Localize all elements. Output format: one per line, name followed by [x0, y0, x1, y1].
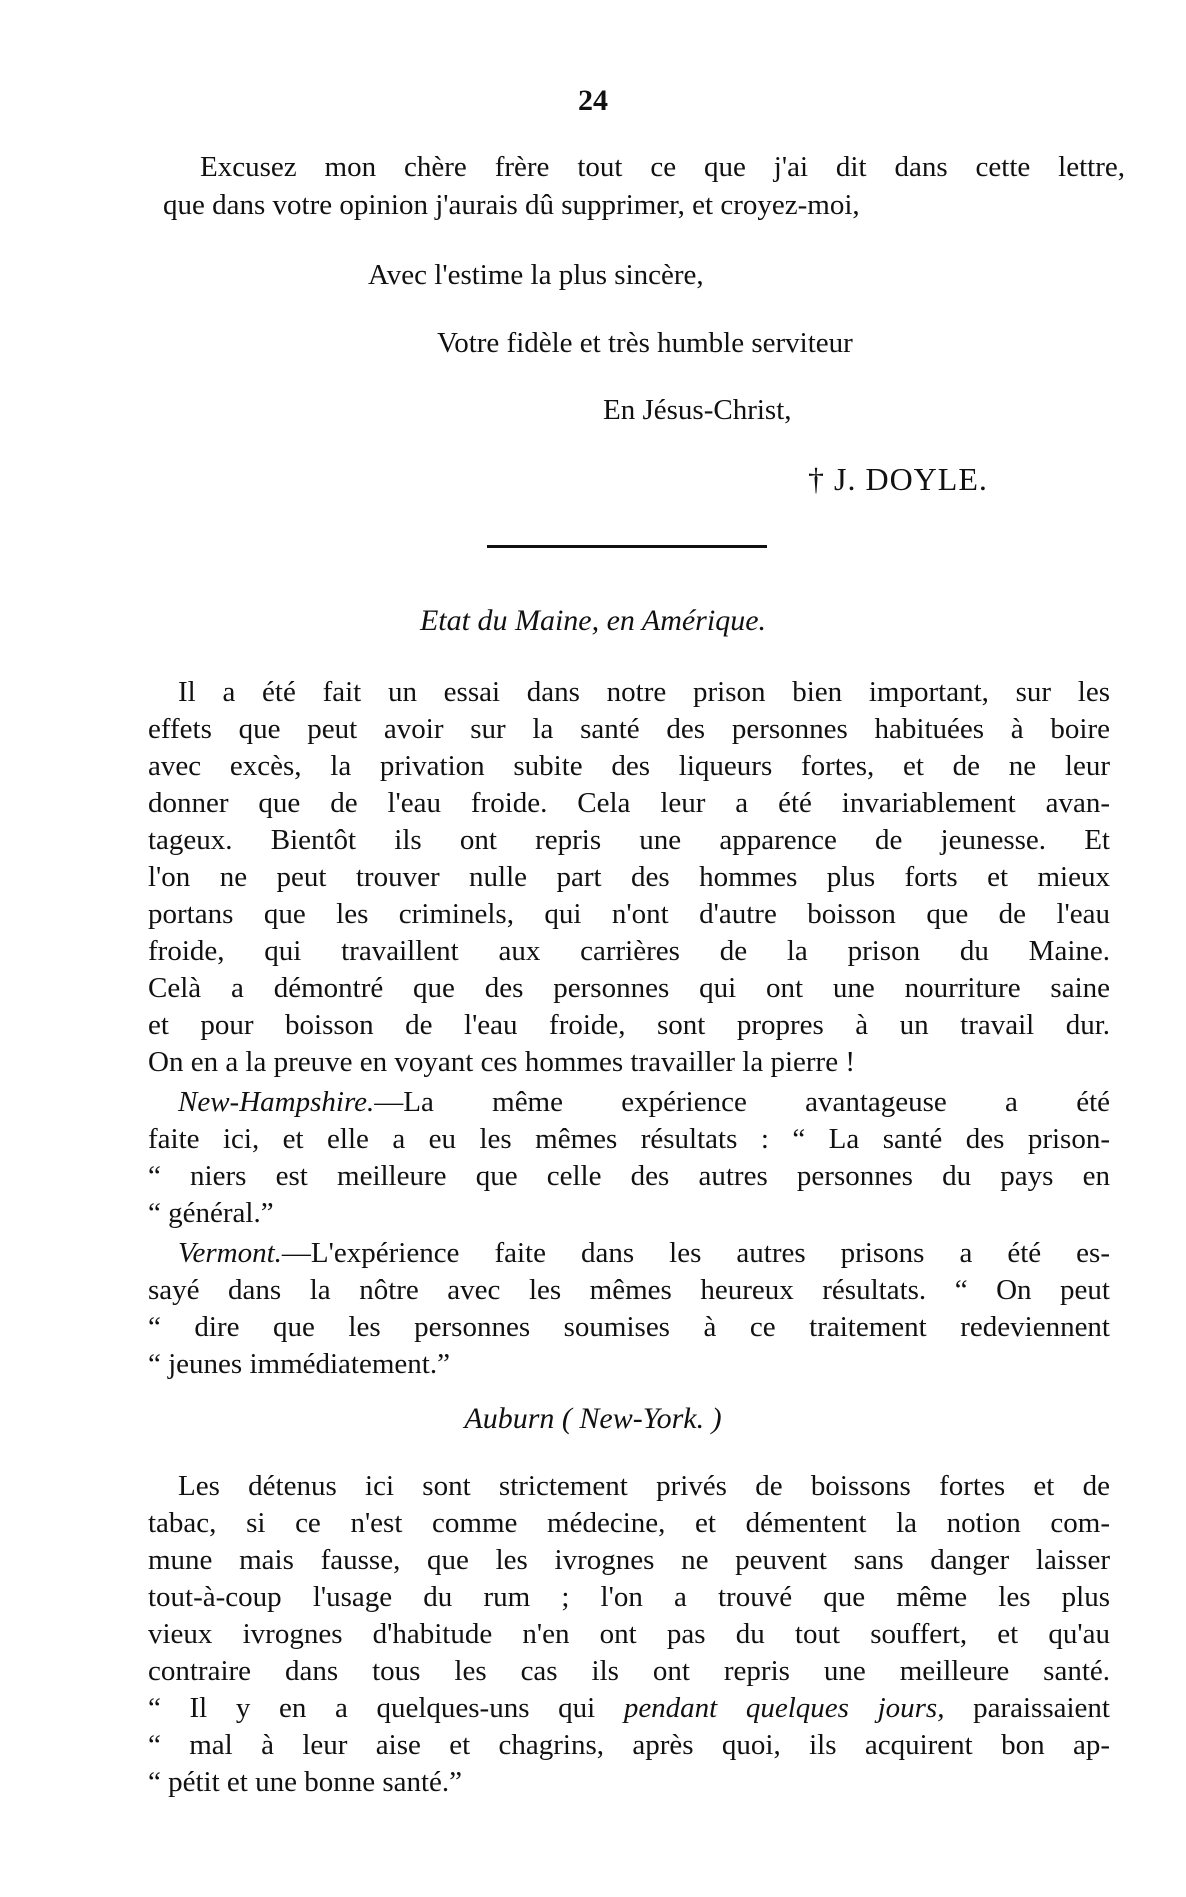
paragraph-line: Les détenus ici sont strictement privés de boissons fortes et de — [178, 1470, 1110, 1502]
paragraph-line — [178, 1236, 1110, 1270]
paragraph-line: On en a la preuve en voyant ces hommes travailler la pierre ! — [148, 1046, 855, 1078]
paragraph-line: l'on ne peut trouver nulle part des hommes plus forts et mieux — [148, 861, 1110, 893]
paragraph-line: mune mais fausse, que les ivrognes ne peuvent sans danger laisser — [148, 1544, 1110, 1576]
paragraph-line: “ niers est meilleure que celle des autres personnes du pays en — [148, 1160, 1110, 1192]
emphasis-text: pendant quelques jours, — [623, 1692, 945, 1724]
paragraph-text: —L'expérience faite dans les autres prisons a été es- — [281, 1237, 1110, 1269]
paragraph-line — [178, 1085, 1110, 1119]
paragraph-line: “ mal à leur aise et chagrins, après quoi, ils acquirent bon ap- — [148, 1729, 1110, 1761]
paragraph-line: “ pétit et une bonne santé.” — [148, 1766, 463, 1798]
section-heading-auburn: Auburn ( New-York. ) — [464, 1402, 722, 1435]
page-number: 24 — [578, 84, 608, 117]
paragraph-line: tout-à-coup l'usage du rum ; l'on a trouvé que même les plus — [148, 1581, 1110, 1613]
paragraph-line: et pour boisson de l'eau froide, sont propres à un travail dur. — [148, 1009, 1110, 1041]
paragraph-line: portans que les criminels, qui n'ont d'autre boisson que de l'eau — [148, 898, 1110, 930]
section-heading-maine: Etat du Maine, en Amérique. — [419, 604, 767, 637]
closing-christ: En Jésus-Christ, — [603, 394, 792, 426]
paragraph-line: “ jeunes immédiatement.” — [148, 1348, 450, 1380]
closing-serviteur: Votre fidèle et très humble serviteur — [437, 327, 853, 359]
state-label-vermont: Vermont. — [178, 1237, 282, 1269]
paragraph-text: “ Il y en a quelques-uns qui — [148, 1692, 624, 1724]
paragraph-line: froide, qui travaillent aux carrières de la prison du Maine. — [148, 935, 1110, 967]
section-divider — [487, 545, 767, 548]
paragraph-line: tageux. Bientôt ils ont repris une apparence de jeunesse. Et — [148, 824, 1110, 856]
closing-line-2: que dans votre opinion j'aurais dû supprimer, et croyez-moi, — [163, 189, 860, 221]
paragraph-line: tabac, si ce n'est comme médecine, et démentent la notion com- — [148, 1507, 1110, 1539]
paragraph-line: contraire dans tous les cas ils ont repris une meilleure santé. — [148, 1655, 1110, 1687]
signature: † J. DOYLE. — [808, 461, 988, 497]
paragraph-text: —La même expérience avantageuse a été — [374, 1086, 1110, 1118]
paragraph-line: Il a été fait un essai dans notre prison bien important, sur les — [178, 676, 1110, 708]
paragraph-line: “ général.” — [148, 1197, 274, 1229]
closing-estime: Avec l'estime la plus sincère, — [368, 259, 704, 291]
paragraph-line — [148, 1691, 1110, 1725]
paragraph-line: Celà a démontré que des personnes qui ont une nourriture saine — [148, 972, 1110, 1004]
closing-line-1: Excusez mon chère frère tout ce que j'ai dit dans cette lettre, — [200, 151, 1125, 183]
paragraph-line: donner que de l'eau froide. Cela leur a été invariablement avan- — [148, 787, 1110, 819]
paragraph-text: paraissaient — [944, 1692, 1110, 1724]
paragraph-line: sayé dans la nôtre avec les mêmes heureux résultats. “ On peut — [148, 1274, 1110, 1306]
paragraph-line: vieux ivrognes d'habitude n'en ont pas du tout souffert, et qu'au — [148, 1618, 1110, 1650]
state-label-new-hampshire: New-Hampshire. — [178, 1086, 375, 1118]
paragraph-line: faite ici, et elle a eu les mêmes résultats : “ La santé des prison- — [148, 1123, 1110, 1155]
paragraph-line: avec excès, la privation subite des liqueurs fortes, et de ne leur — [148, 750, 1110, 782]
paragraph-line: “ dire que les personnes soumises à ce traitement redeviennent — [148, 1311, 1110, 1343]
paragraph-line: effets que peut avoir sur la santé des personnes habituées à boire — [148, 713, 1110, 745]
